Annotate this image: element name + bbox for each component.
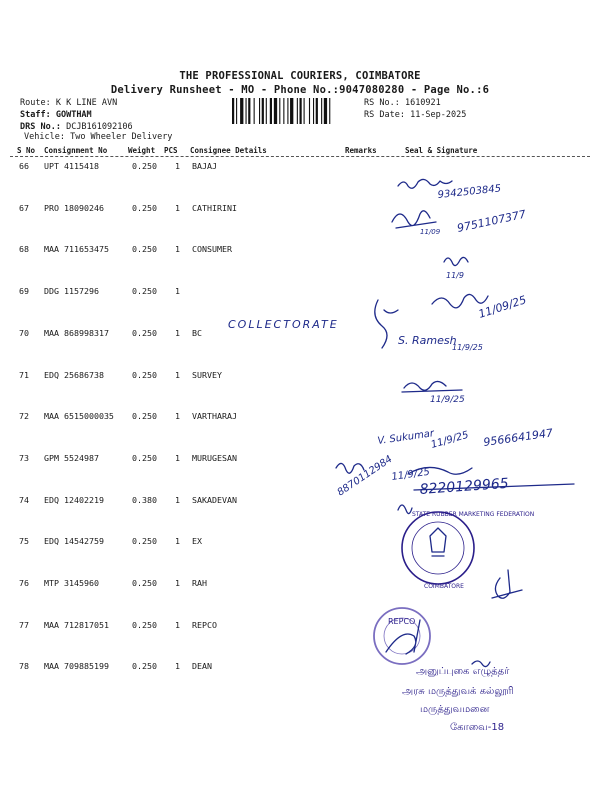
runsheet-subtitle: Delivery Runsheet - MO - Phone No.:9047080280 - Page No.:6 — [110, 84, 490, 96]
row-consignee: SAKADEVAN — [192, 494, 237, 505]
row-weight: 0.250 — [132, 161, 157, 171]
row-pcs: 1 — [175, 327, 180, 338]
row-consignment: GPM 5524987 — [44, 452, 99, 463]
row-weight: 0.250 — [132, 327, 157, 338]
signature-row67 — [392, 211, 436, 228]
signature-row70 — [375, 300, 398, 348]
drs-label: DRS No.: — [20, 122, 61, 132]
row-weight: 0.250 — [132, 661, 157, 672]
row-consignee: EX — [192, 536, 202, 547]
row-pcs: 1 — [175, 494, 180, 505]
route-label: Route: — [20, 98, 51, 108]
row-consignment: MAA 868998317 — [44, 327, 109, 338]
row-consignment: MAA 712817051 — [44, 619, 109, 630]
name-row72: V. Sukumar — [376, 428, 435, 447]
row-sno: 75 — [19, 536, 29, 547]
row-consignee: REPCO — [192, 619, 217, 630]
row-sno: 73 — [19, 452, 29, 463]
row-pcs: 1 — [175, 202, 180, 213]
row-pcs: 1 — [175, 661, 180, 672]
row-consignee: SURVEY — [192, 369, 222, 380]
date-row70: 11/9/25 — [452, 343, 483, 352]
row-weight: 0.250 — [132, 369, 157, 380]
date-row67: 11/09 — [420, 228, 441, 236]
staff-label: Staff: — [20, 110, 51, 120]
row-pcs: 1 — [175, 286, 180, 297]
repco-stamp — [374, 608, 430, 664]
row-consignment: EDQ 12402219 — [44, 494, 104, 505]
signature-row76 — [492, 570, 522, 598]
seal-bottom-text: COIMBATORE — [424, 583, 464, 590]
row-sno: 78 — [19, 661, 29, 672]
tamil-line4: கோவை-18 — [450, 722, 505, 733]
vehicle-label: Vehicle: — [24, 132, 65, 142]
row-pcs: 1 — [175, 161, 180, 171]
vehicle-value: Two Wheeler Delivery — [70, 132, 173, 142]
row-pcs: 1 — [175, 244, 180, 255]
col-consignee: Consignee Details — [190, 146, 267, 155]
route-value: K K LINE AVN — [55, 98, 118, 108]
row-sno: 70 — [19, 327, 29, 338]
row-consignee: RAH — [192, 578, 207, 588]
date-row68: 11/9 — [446, 271, 464, 280]
phone-row66: 9342503845 — [437, 183, 502, 201]
rs-no-label: RS No.: — [364, 98, 400, 108]
row-consignment: MAA 711653475 — [44, 244, 109, 255]
row-consignee: CATHIRINI — [192, 202, 237, 213]
tamil-stamp — [402, 661, 514, 733]
row-consignment: EDQ 25686738 — [44, 369, 104, 380]
row-sno: 71 — [19, 369, 29, 380]
col-sno: S No — [17, 146, 36, 155]
row-pcs: 1 — [175, 578, 180, 588]
row-consignment: MAA 6515000035 — [44, 411, 114, 422]
row-sno: 76 — [19, 578, 29, 588]
rs-no-value: 1610921 — [404, 98, 441, 108]
col-remarks: Remarks — [345, 146, 377, 155]
remark-row70: COLLECTORATE — [228, 318, 339, 331]
row-consignment: EDQ 14542759 — [44, 536, 104, 547]
number-row73: 8870112984 — [335, 453, 395, 499]
row-weight: 0.250 — [132, 411, 157, 422]
row-consignee: MURUGESAN — [192, 452, 237, 463]
row-weight: 0.250 — [132, 202, 157, 213]
col-weight: Weight — [128, 146, 156, 155]
repco-stamp-text: REPCO — [388, 617, 416, 626]
row-sno: 77 — [19, 619, 29, 630]
row-weight: 0.250 — [132, 244, 157, 255]
row-weight: 0.250 — [132, 452, 157, 463]
signature-row69 — [432, 294, 488, 307]
row-sno: 69 — [19, 286, 29, 297]
signature-row71 — [402, 381, 462, 392]
runsheet-title: THE PROFESSIONAL COURIERS, COIMBATORE — [179, 70, 421, 82]
row-consignment: MAA 709885199 — [44, 661, 109, 672]
row-sno: 68 — [19, 244, 29, 255]
row-weight: 0.250 — [132, 619, 157, 630]
date-row71: 11/9/25 — [430, 395, 465, 405]
seal-top-text: STATE RUBBER MARKETING FEDERATION — [412, 511, 535, 518]
staff-value: GOWTHAM — [55, 110, 92, 120]
row-sno: 72 — [19, 411, 29, 422]
row-weight: 0.250 — [132, 286, 157, 297]
name-row70: S. Ramesh — [398, 334, 457, 347]
row-consignee: VARTHARAJ — [192, 411, 237, 422]
col-seal: Seal & Signature — [405, 146, 478, 155]
col-pcs: PCS — [164, 146, 178, 155]
rs-date-value: 11-Sep-2025 — [410, 110, 467, 120]
rs-date-label: RS Date: — [364, 110, 405, 120]
date-row73: 11/9/25 — [390, 466, 431, 483]
signature-row68 — [444, 257, 468, 265]
date-row69: 11/09/25 — [476, 293, 528, 321]
col-consignment: Consignment No — [44, 146, 108, 155]
row-consignment: DDG 1157296 — [44, 286, 99, 297]
row-consignee: DEAN — [192, 661, 212, 672]
phone-row72: 9566641947 — [482, 426, 554, 449]
phone-row67: 9751107377 — [455, 207, 528, 235]
row-consignment: PRO 18090246 — [44, 202, 104, 213]
row-pcs: 1 — [175, 536, 180, 547]
row-sno: 66 — [19, 161, 29, 171]
row-consignment: UPT 4115418 — [44, 161, 99, 171]
tamil-line1: அனுப்புகை எழுத்தர் — [416, 666, 510, 677]
row-consignee: BC — [192, 327, 202, 338]
tamil-line2: அரசு மருத்துவக் கல்லூரி — [402, 686, 514, 697]
row-consignee: CONSUMER — [192, 244, 232, 255]
row-weight: 0.250 — [132, 536, 157, 547]
tamil-line3: மருத்துவமனை — [420, 704, 490, 715]
signature-row73 — [336, 463, 364, 473]
row-consignment: MTP 3145960 — [44, 578, 99, 588]
phone-row74: 8220129965 — [419, 475, 510, 498]
signature-row66 — [398, 179, 452, 188]
row-pcs: 1 — [175, 411, 180, 422]
row-weight: 0.380 — [132, 494, 157, 505]
row-pcs: 1 — [175, 452, 180, 463]
row-consignee: BAJAJ — [192, 161, 217, 171]
row-pcs: 1 — [175, 619, 180, 630]
date-row72: 11/9/25 — [429, 429, 470, 451]
row-weight: 0.250 — [132, 578, 157, 588]
row-sno: 74 — [19, 494, 29, 505]
row-sno: 67 — [19, 202, 29, 213]
signature-row74 — [398, 505, 412, 514]
drs-value: DCJB161092106 — [66, 122, 133, 132]
emblem-seal — [402, 511, 534, 590]
row-pcs: 1 — [175, 369, 180, 380]
